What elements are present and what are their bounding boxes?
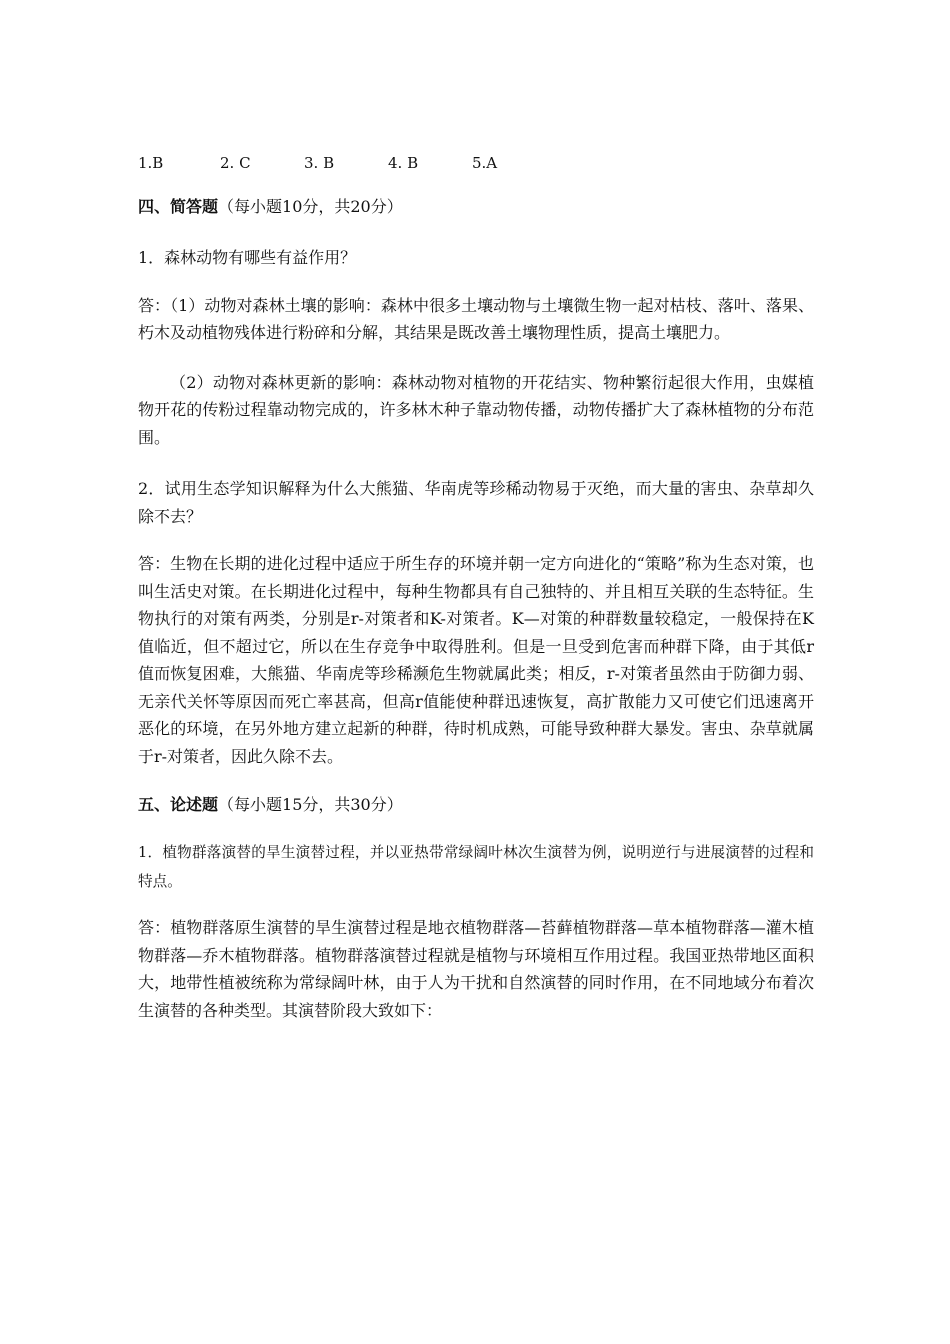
s4-answer-2: 答：生物在长期的进化过程中适应于所生存的环境并朝一定方向进化的“策略”称为生态对策，也叫生活史对策。在长期进化过程中，每种生物都具有自己独特的、并且相互关联的生态特征。生物执行的对策有两类，分别是r-对策者和K-对策者。K—对策的种群数量较稳定，一般保持在K值临近，但不超过它，所以在生存竞争中取得胜利。但是一旦受到危害而种群下降，由于其低r值而恢复困难，大熊猫、华南虎等珍稀濒危生物就属此类；相反，r-对策者虽然由于防御力弱、无亲代关怀等原因而死亡率甚高，但高r值能使种群迅速恢复，高扩散能力又可使它们迅速离开恶化的环境，在另外地方建立起新的种群，待时机成熟，可能导致种群大暴发。害虫、杂草就属于r-对策者，因此久除不去。 (138, 554, 814, 766)
answer-5: 5.A (472, 154, 498, 172)
s4-question-2: 2．试用生态学知识解释为什么大熊猫、华南虎等珍稀动物易于灭绝，而大量的害虫、杂草却久除不去？ (138, 479, 814, 526)
section-4-title: 四、简答题 (138, 197, 219, 216)
s4-question-1: 1．森林动物有哪些有益作用？ (138, 248, 357, 267)
s5-question-1: 1．植物群落演替的旱生演替过程，并以亚热带常绿阔叶林次生演替为例，说明逆行与进展演替的过程和特点。 (138, 844, 814, 890)
answer-2: 2. C (220, 154, 251, 172)
answer-3: 3. B (304, 154, 335, 172)
answer-1: 1.B (138, 154, 164, 172)
section-4-note: （每小题10分，共20分） (218, 197, 403, 216)
answer-key-row (138, 150, 814, 176)
s5-answer-1: 答：植物群落原生演替的旱生演替过程是地衣植物群落—苔藓植物群落—草本植物群落—灌木植物群落—乔木植物群落。植物群落演替过程就是植物与环境相互作用过程。我国亚热带地区面积大，地带性植被统称为常绿阔叶林，由于人为干扰和自然演替的同时作用，在不同地域分布着次生演替的各种类型。其演替阶段大致如下： (138, 918, 814, 1020)
s4-answer-1-part-1: 答：（1）动物对森林土壤的影响：森林中很多土壤动物与土壤微生物一起对枯枝、落叶、落果、朽木及动植物残体进行粉碎和分解，其结果是既改善土壤物理性质，提高土壤肥力。 (138, 295, 814, 342)
section-5-title: 五、论述题 (138, 795, 219, 814)
s4-answer-1-part-2: （2）动物对森林更新的影响：森林动物对植物的开花结实、物种繁衍起很大作用，虫媒植物开花的传粉过程靠动物完成的，许多林木种子靠动物传播，动物传播扩大了森林植物的分布范围。 (138, 372, 814, 447)
section-4-heading (138, 194, 814, 220)
section-5-note: （每小题15分，共30分） (218, 795, 403, 814)
document-content (138, 150, 814, 1046)
section-5-heading (138, 792, 814, 818)
answer-4: 4. B (388, 154, 419, 172)
